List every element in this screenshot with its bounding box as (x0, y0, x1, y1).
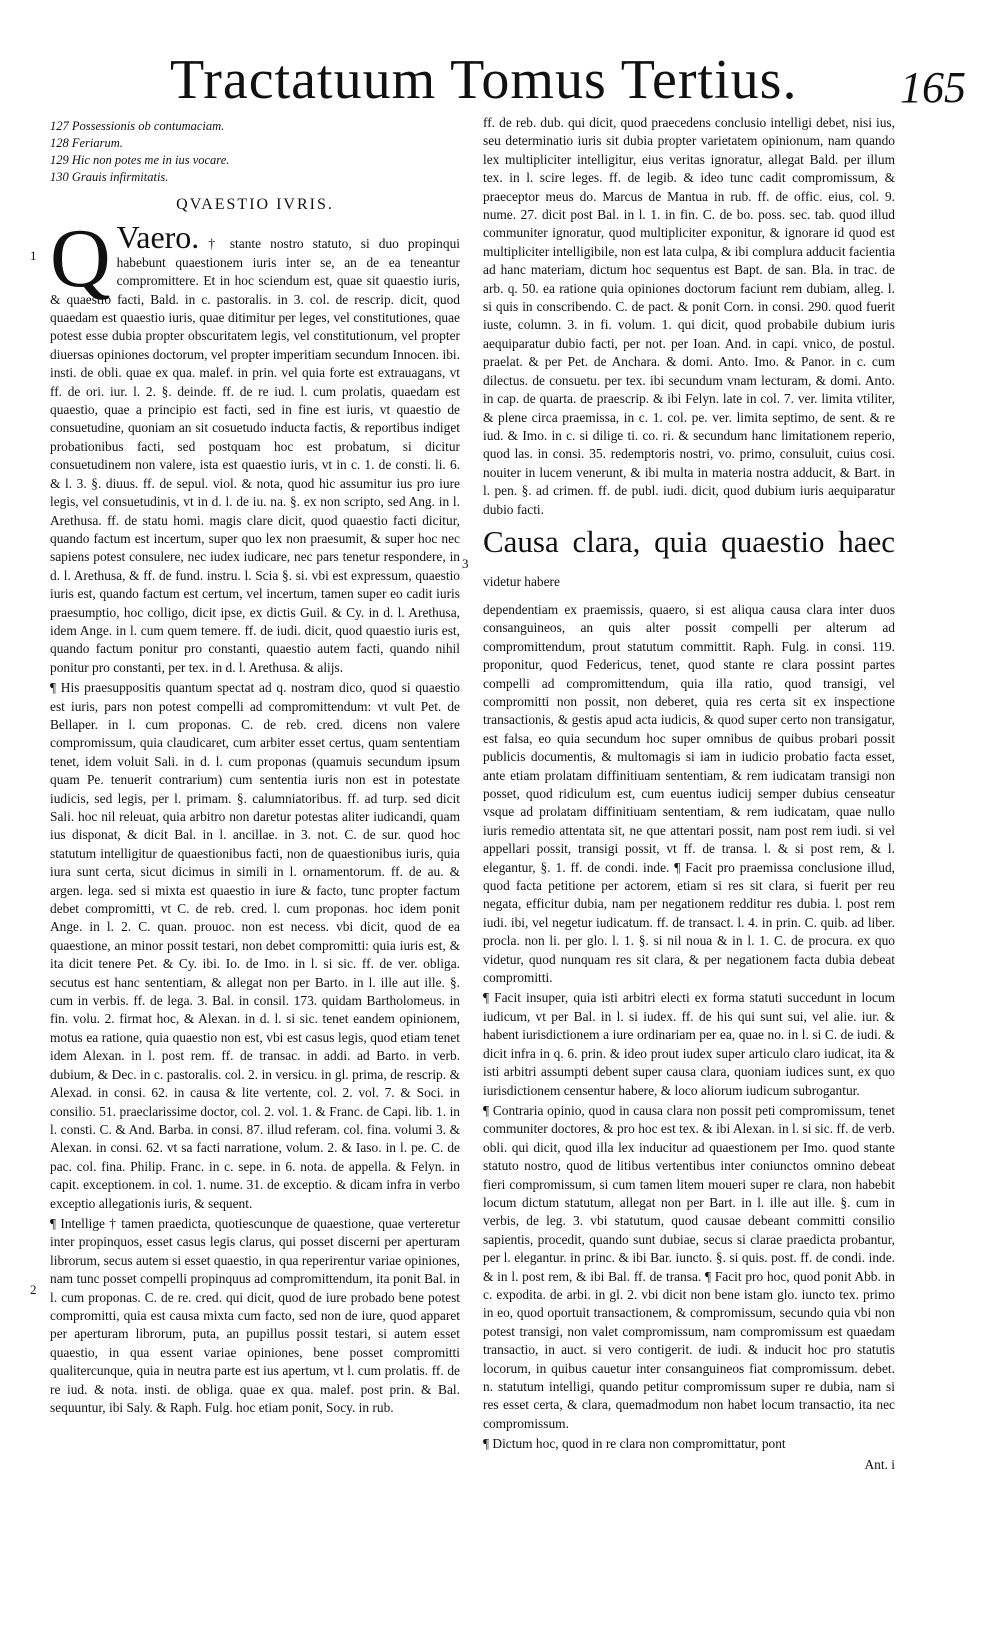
left-column (50, 118, 460, 1417)
paragraph: ¶ Contraria opinio, quod in causa clara non possit peti compromissum, tenet communiter doctores, & pro hoc est tex. & ibi Alexan. in l. si sic. ff. de verb. obli. qui dicit, quod illa lex inducitur ad quaestionem per Imo. quod stante statuto nostro, quod de litibus vertentibus inter coniunctos omnino debeat fieri compromissum, si cum tamen litem moueri super re clara, non habebit locum dictum statutum, allegat non per Bart. in l. ille aut ille. §. cum in verbis, de leg. 3. vbi statutum, quod causae debeant committi consilio sapientis, procedit, quando sunt dubiae, secus si clarae praedicta probantur, per l. elegantur. in princ. & ibi Bar. iuncto. §. si quis. post. ff. de condi. inde. & in l. post rem, & ibi Bal. ff. de transa. ¶ Facit pro hoc, quod ponit Abb. in c. expodita. de arbi. in gl. 2. vbi dicit non bene istam glo. iuncto tex. primo in eo, quod oportuit transactionem, & compromissum, secundo quia vbi non potest transigi, non valet compromissum, nam compromissum est quaedam transactio, in auct. si vero contigerit. de iudi. & inducit hoc pro statutis locorum, in quibus cauetur inter consanguineos fiat compromissum. debet. n. statutum intelligi, quando petitur compromissum super re dubia, nam si res esset certa, & clara, quemadmodum non habet locum transactio, ita nec compromissum. (483, 1102, 895, 1431)
index-entry: 128 Feriarum. (50, 136, 123, 150)
paragraph: ¶ Intellige † tamen praedicta, quotiescunque de quaestione, quae verteretur inter propinquos, esset casus legis clarus, qui posset discerni per aperturam librorum, secus autem si esset quaestio, in qua reperirentur variae opiniones, nam tunc posset compelli propinquus ad compromittendum, ita ponit Bal. in l. cum proponas. C. de re. cred. qui dicit, quod de iure probado bene potest compromitti, quia est causa mixta cum facto, sed non de iure, quod apparet per aperturam librorum, puta, an pupillus possit testari, si autem esset quaestio, in qua essent variae opiniones, bene posset compromitti qualitercunque, quia in neutra parte est ius apertum, vt l. cum prolatis. ff. de re iud. & nota. insti. de obliga. quae ex qua. malef. post prin. & Bal. sequuntur, ibi Saly. & Raph. Fulg. hoc etiam ponit, Socy. in rub. (50, 1215, 460, 1415)
running-title: Tractatuum Tomus Tertius. (170, 49, 798, 111)
section-heading-tail: videtur habere (483, 573, 560, 589)
index-entry: 130 Grauis infirmitatis. (50, 170, 169, 184)
marginal-number-3: 3 (462, 556, 469, 571)
opening-text: † stante nostro statuto, si duo propinqui habebunt quaestionem iuris inter se, an de ea teneantur compromittere. Et in hoc sciendum est, quae sit quaestio iuris, & quaestio facti, Bald. in c. pastoralis. in 3. col. de rescrip. dicit, quod quaedam est quaestio iuris, quae ditimitur per leges, vel constitutiones, quae potest esse dubia propter obscuritatem legis, vel constitutionum, vel propter diuersas opiniones doctorum, vel propter imperitiam secundum Innocen. ibi. insti. de obli. quae ex qua. malef. in prin. vel quia forte est extrauagans, vt ff. de ori. iur. l. 2. §. deinde. ff. de re iud. l. cum prolatis, quaedam est quaestio, quae a principio est facti, sed in fine est iuris, vt quaestio de consuetudine, quoniam an sit cosuetudo inducta factis, & reportibus indiget probationibus facti, sed postquam hoc est probatum, si dicitur consuetudinem non valere, ista est quaestio iuris, vt in c. 1. de consti. li. 6. & l. 3. §. diuus. ff. de sepul. viol. & nota, quod hic assumitur ius pro iure legis, vel consuetudinis, vt in d. l. de iu. na. §. ex non scripto, sed Ang. in l. Arethusa. ff. de statu homi. magis clare dicit, quod quaestio facti dicitur, quando factum est incertum, super quo lex non praesumit, & super hoc nec sapiens potest consulere, nec iudex iudicare, nec pars tenetur respondere, in d. l. Arethusa, & ff. de fund. instru. l. Scia §. si. vbi est expressum, quaestio iuris est, quando factum est certum, vel incertum, tamen super eo cadit iuris praesumptio, hoc colligo, dicit ipse, ex dictis Guil. & Cy. in d. l. Arethusa, idem Ange. in l. cum quem temere. ff. de iudi. dicit, quod quaestio iuris est, quando factum ponitur pro constanti, quaestio autem facti, quando nihil ponitur pro constanti, per tex. in d. l. Arethusa. & alijs. (50, 236, 460, 675)
section-heading-main: Causa clara, quia quaestio haec (483, 523, 895, 559)
marginal-number-2: 2 (30, 1282, 37, 1297)
opening-word: Vaero. (116, 219, 200, 256)
paragraph: ff. de reb. dub. qui dicit, quod praecedens conclusio intelligi debet, nisi ius, seu determinatio iuris sit dubia propter varietatem opinionum, nam quando lex multipliciter intelligitur, eius veritas ignoratur, allegat Bald. per illum tex. in l. scire leges. ff. de legib. & ideo tunc cadit compromissum, & praeceptor meus do. Marcus de Mantua in rub. ff. de offic. eius, col. 9. nume. 27. dicit post Bal. in l. 1. in fin. C. de bo. poss. sec. tab. quod illud communiter ignoratur, quod multipliciter exponitur, & ignorare id quod est multipliciter intelligibile, non est lata culpa, & ibi complura adducit facientia ad hanc materiam, dictum hoc sequentus est Bapt. de san. Bla. in trac. de arb. q. 50. ea ratione quia opiniones doctorum faciunt rem dubiam, alleg. l. si quis in conscribendo. C. de pact. & ponit Corn. in consi. 290. quod fuerit iuste, column. 3. in fi. volum. 1. qui dicit, quod probabile dubium iuris aequiparatur dubio facti, per not. per Ioan. And. in capi. vnico, de postul. praelat. & per Pet. de Anchara. & domi. Anto. Imo. & Panor. in c. cum dilectus. de consuetu. per tex. ibi secundum vnam lecturam, & domi. Anto. in cap. de quarta. de praescrip. & ibi Felyn. late in col. 7. ver. limita vtiliter, & plene circa praemissa, in c. 1. col. pe. ver. limita septimo, de sent. & re iud. & Imo. in c. si dilige ti. co. ri. & secundum hanc limitationem reperio, quod las. in consi. 35. redemptoris nostri, vo. primo, consuluit, cuius cosi. nouiter in lucem venerunt, & ibi multa in materia nostra adducit, & Bart. in l. pen. §. ad crimen. ff. de publ. iudi. dicit, quod dubium iuris aequiparatur dubio facti. (483, 115, 896, 517)
paragraph: ¶ His praesuppositis quantum spectat ad q. nostram dico, quod si quaestio est iuris, pars non potest compelli ad compromittendum: vt vult Pet. de Bellaper. in l. cum proponas. C. de reb. cred. dicens non valere compromissum, quia claudicaret, cum arbiter esset certus, quam sententiam tenet, idem voluit Sali. in d. l. cum proponas (quamuis secundum ipsum quam Pe. tenuerit contrarium) cum sententia iuris non est in potestate iudicis, sed legis, per l. primam. §. calumniatoribus. ff. ad turp. sed dicit Sali. hoc nil releuat, quia arbitro non daretur potestas aliter iudicandi, quam ius disponat, & dicit Bal. in l. ancillae. in 3. not. C. de sur. quod hoc statutum intelligitur de quaestionibus facti, non de quaestionibus iuris, quia iura sunt certa, sicut dicimus in simili in l. ornamentorum. ff. de au. & argen. lega. sed si mixta est quaestio in iure & facto, tunc propter factum debet compromitti, vt C. de reb. cred. l. cum proponas. hoc idem ponit Ange. in l. 2. C. quan. prouoc. non est necess. vbi dicit, quod de ea quaestione, an minor possit testari, non debet compromitti: quia iuris est, & ita dicit tenere Pet. & Cy. ibi. Io. de Imo. in l. si sic. ff. de ver. obliga. secutus est hanc sententiam, & allegat non per Barto. in l. ille aut ille. §. cum in verbis. ff. de lega. 3. Bal. in consil. 173. quidam Bartholomeus. in fin. volu. 2. firmat hoc, & Alexan. in d. l. si sic. tenet eandem opinionem, motus ea ratione, quia quaestio non est, vbi est casus legis, quod etiam tenet idem Alexan. in l. post rem. ff. de transac. in addi. ad Barto. in verb. dubium, & Dec. in c. pastoralis. col. 2. in versicu. in gl. prima, de rescrip. & Alexad. in consi. 62. in causa & lite vertente, col. 2. vol. 7. & Soci. in consilio. 51. praeclarissime doctor, col. 2. vol. 1. & Franc. de Capi. lib. 1. in l. consti. C. & And. Barba. in consi. 87. illud referam. col. fina. volumi 3. & Alexan. in consi. 62. vt sa facti narratione, volum. 2. & Iaso. in l. pe. C. de pac. col. fina. Philip. Franc. in c. sepe. in 6. nota. de appella. & Felyn. in capit. exceptionem. in col. 1. nume. 31. de exceptio. & dicam infra in verbo exceptio allegationis iuris, & sequent. (50, 680, 460, 1211)
question-heading: QVAESTIO IVRIS. (176, 196, 334, 213)
summary-index (50, 118, 460, 186)
paragraph: dependentiam ex praemissis, quaero, si est aliqua causa clara inter duos consanguineos, an quis alter possit compelli per alterum ad compromittendum, prout statutum committit. Raph. Fulg. in consi. 119. proponitur, quod Federicus, tenet, quod stante re clara possint partes compelli ad compromittendum, quia illa ratio, quod transigi, vel compromitti non possit, non deberet, quia res certa sit ex inspectione transactionis, & gestis apud acta iudicis, & quod super certo non transigatur, est falsa, eo quia secundum hoc super omnibus de quibus probari possit publicis documentis, & multomagis si iam in iudicio probatio facta esset, ante etiam prolatam diffinitiuam sententiam, & rem iudicatam transigi non posset, quod ridiculum est, cum euentus iudicij semper dubius censeatur vsque ad prolatam diffinitiuam sententiam, & rem iudicatam, quae nullo iuris remedio attentata sit, ne que attentari possit, nam post rem iudi. si vel appellari possit, transigi possit, vt ff. de transa. l. & si post rem, & l. elegantur, §. 1. ff. de condi. inde. ¶ Facit pro praemissa conclusione illud, quod facta petitione per actorem, etiam si res sit clara, si fuerit per reu negata, efficitur dubia, nam per negationem redditur res dubia. l. post rem iudi. ibi, vel negetur iudicatum. ff. de transact. l. 4. in prin. C. quib. ad liber. procla. non li. per glo. l. 1. §. si nil noua & in l. 1. C. de procura. ex quo videtur, quod nunquam res sit clara, & per negationem facta dubia debeat compromitti. (483, 601, 895, 986)
index-entry: 127 Possessionis ob contumaciam. (50, 119, 225, 133)
marginal-number-1: 1 (30, 248, 37, 263)
page-number: 165 (900, 63, 966, 112)
catchword: Ant. i (864, 1456, 895, 1472)
right-column (483, 114, 895, 1474)
index-entry: 129 Hic non potes me in ius vocare. (50, 153, 230, 167)
paragraph: ¶ Facit insuper, quia isti arbitri electi ex forma statuti succedunt in locum iudicum, vt per Bal. in l. si iudex. ff. de his qui sunt sui, vel alie. iur. & habent iurisdictionem a iure ordinariam per ea, quae no. in l. si C. de iudi. & dicit infra in q. 6. prin. & ideo prout iudex super articulo claro iudicat, ita & isti arbitri assumpti debent super causa clara, quoniam iudices sunt, ex quo iurisdictionem censentur habere, & loco aliorum iudicum subrogantur. (483, 990, 895, 1098)
paragraph: ¶ Dictum hoc, quod in re clara non compromittatur, pont (483, 1436, 786, 1452)
opening-paragraph (50, 212, 460, 677)
section-heading (483, 525, 895, 599)
drop-cap: Q (50, 212, 111, 306)
